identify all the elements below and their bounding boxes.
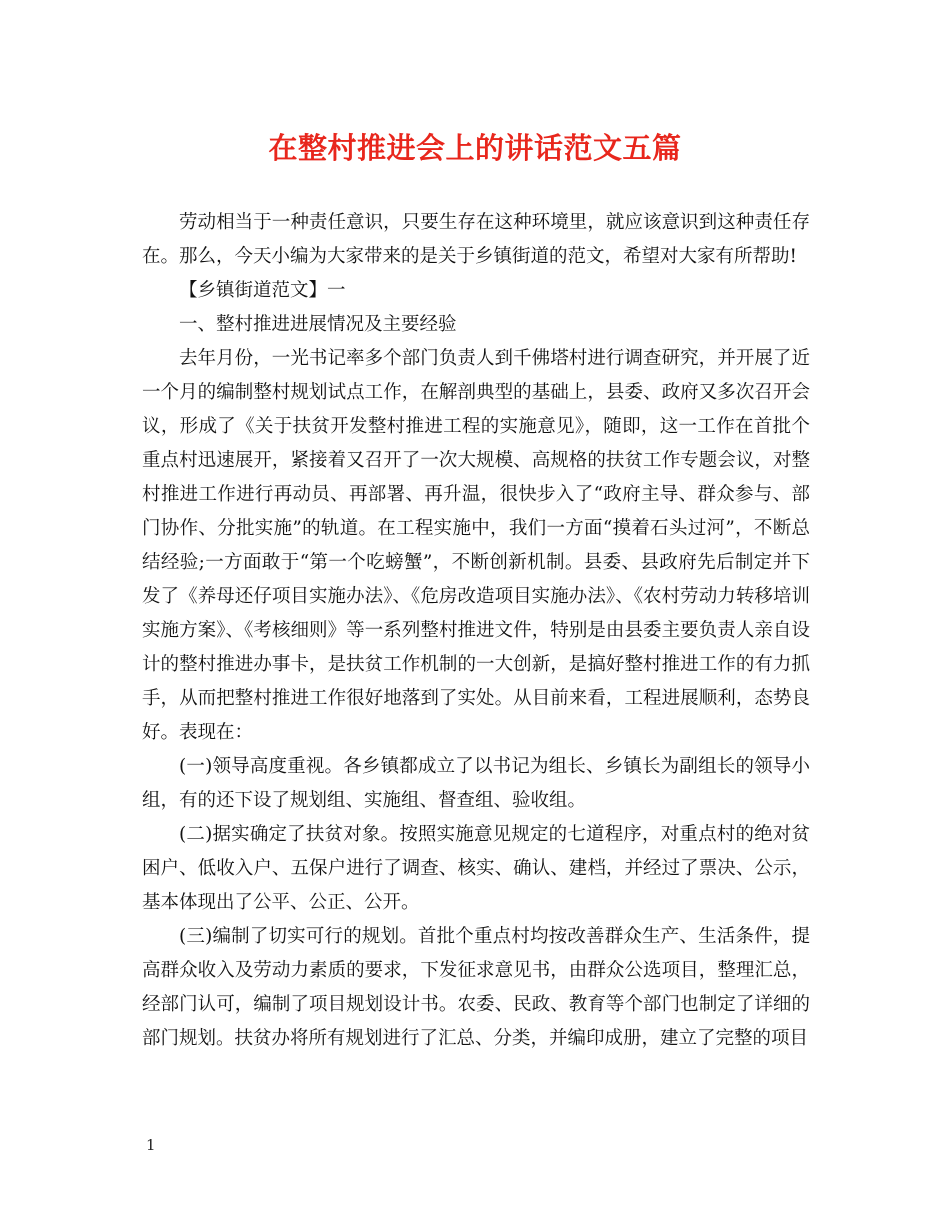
- paragraph-progress: 去年月份，一光书记率多个部门负责人到千佛塔村进行调查研究，并开展了近一个月的编制整村规划试点工作，在解剖典型的基础上，县委、政府又多次召开会议，形成了《关于扶贫开发整村推进工程的实施意见》，随即，这一工作在首批个重点村迅速展开，紧接着又召开了一次大规模、高规格的扶贫工作专题会议，对整村推进工作进行再动员、再部署、再升温，很快步入了“政府主导、群众参与、部门协作、分批实施”的轨道。在工程实施中，我们一方面“摸着石头过河”，不断总结经验;一方面敢于“第一个吃螃蟹”，不断创新机制。县委、县政府先后制定并下发了《养母还仔项目实施办法》、《危房改造项目实施办法》、《农村劳动力转移培训实施方案》、《考核细则》等一系列整村推进文件，特别是由县委主要负责人亲自设计的整村推进办事卡，是扶贫工作机制的一大创新，是搞好整村推进工作的有力抓手，从而把整村推进工作很好地落到了实处。从目前来看，工程进展顺利，态势良好。表现在：: [142, 348, 810, 743]
- paragraph-heading: 一、整村推进进展情况及主要经验: [179, 314, 457, 335]
- paragraph-item-3: (三)编制了切实可行的规划。首批个重点村均按改善群众生产、生活条件，提高群众收入及劳动力素质的要求，下发征求意见书，由群众公选项目，整理汇总，经部门认可，编制了项目规划设计书。农委、民政、教育等个部门也制定了详细的部门规划。扶贫办将所有规划进行了汇总、分类，并编印成册，建立了完整的项目: [142, 926, 810, 1049]
- paragraph-item-1: (一)领导高度重视。各乡镇都成立了以书记为组长、乡镇长为副组长的领导小组，有的还下设了规划组、实施组、督查组、验收组。: [142, 756, 810, 811]
- document-body: [142, 206, 810, 1056]
- page-number: 1: [146, 1136, 156, 1154]
- paragraph-intro: 劳动相当于一种责任意识，只要生存在这种环境里，就应该意识到这种责任存在。那么，今天小编为大家带来的是关于乡镇街道的范文，希望对大家有所帮助!: [142, 212, 810, 267]
- paragraph-section-label: 【乡镇街道范文】一: [179, 280, 346, 301]
- paragraph-item-2: (二)据实确定了扶贫对象。按照实施意见规定的七道程序，对重点村的绝对贫困户、低收入户、五保户进行了调查、核实、确认、建档，并经过了票决、公示，基本体现出了公平、公正、公开。: [142, 824, 810, 913]
- document-title: 在整村推进会上的讲话范文五篇: [268, 131, 682, 165]
